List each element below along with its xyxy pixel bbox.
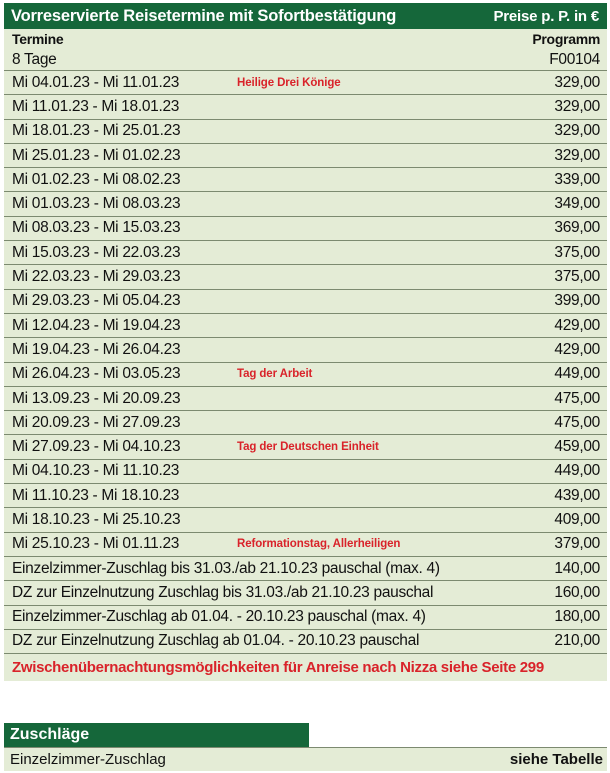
footnote-row <box>4 654 607 681</box>
date-row <box>4 120 607 144</box>
surcharge-row <box>4 606 607 630</box>
row-price: 349,00 <box>554 195 600 213</box>
date-range: Mi 18.10.23 - Mi 25.10.23 <box>12 510 181 528</box>
date-row <box>4 508 607 532</box>
zuschlaege-row <box>4 747 607 771</box>
date-row <box>4 71 607 95</box>
column-programm: Programm <box>532 31 600 47</box>
surcharge-row <box>4 630 607 654</box>
date-range: Mi 01.03.23 - Mi 08.03.23 <box>12 195 181 213</box>
row-price: 409,00 <box>554 510 600 528</box>
date-row <box>4 484 607 508</box>
date-range: Mi 15.03.23 - Mi 22.03.23 <box>12 243 181 261</box>
footnote-text: Zwischenübernachtungsmöglichkeiten für Anreise nach Nizza siehe Seite 299 <box>12 659 544 677</box>
date-row <box>4 144 607 168</box>
row-price: 429,00 <box>554 316 600 334</box>
date-row <box>4 338 607 362</box>
program-code: F00104 <box>549 50 600 68</box>
date-range: Mi 29.03.23 - Mi 05.04.23 <box>12 292 181 310</box>
surcharge-price: 140,00 <box>554 559 600 577</box>
table-title: Vorreservierte Reisetermine mit Sofortbestätigung <box>11 6 397 25</box>
date-row <box>4 95 607 119</box>
date-row <box>4 217 607 241</box>
date-row <box>4 265 607 289</box>
surcharge-label: Einzelzimmer-Zuschlag ab 01.04. - 20.10.23 pauschal (max. 4) <box>12 608 426 626</box>
date-range: Mi 12.04.23 - Mi 19.04.23 <box>12 316 181 334</box>
price-unit-label: Preise p. P. in € <box>493 7 599 25</box>
holiday-note: Heilige Drei Könige <box>237 76 341 89</box>
date-range: Mi 08.03.23 - Mi 15.03.23 <box>12 219 181 237</box>
zuschlaege-title: Zuschläge <box>10 726 90 743</box>
date-row <box>4 241 607 265</box>
row-price: 449,00 <box>554 365 600 383</box>
date-row <box>4 533 607 557</box>
date-row <box>4 460 607 484</box>
row-price: 439,00 <box>554 486 600 504</box>
zuschlaege-label: Einzelzimmer-Zuschlag <box>10 751 166 768</box>
row-price: 339,00 <box>554 170 600 188</box>
date-row <box>4 290 607 314</box>
date-row <box>4 411 607 435</box>
column-termine: Termine <box>12 31 64 47</box>
surcharge-label: Einzelzimmer-Zuschlag bis 31.03./ab 21.10.23 pauschal (max. 4) <box>12 559 440 577</box>
date-range: Mi 20.09.23 - Mi 27.09.23 <box>12 413 181 431</box>
date-range: Mi 26.04.23 - Mi 03.05.23 <box>12 365 181 383</box>
date-row <box>4 168 607 192</box>
zuschlaege-value: siehe Tabelle <box>509 751 603 768</box>
row-price: 399,00 <box>554 292 600 310</box>
date-row <box>4 387 607 411</box>
surcharge-price: 160,00 <box>554 583 600 601</box>
row-price: 375,00 <box>554 268 600 286</box>
date-row <box>4 314 607 338</box>
date-range: Mi 25.10.23 - Mi 01.11.23 <box>12 535 180 553</box>
date-range: Mi 25.01.23 - Mi 01.02.23 <box>12 146 181 164</box>
row-price: 329,00 <box>554 146 600 164</box>
holiday-note: Tag der Deutschen Einheit <box>237 441 379 454</box>
date-range: Mi 11.10.23 - Mi 18.10.23 <box>12 486 180 504</box>
holiday-note: Reformationstag, Allerheiligen <box>237 538 401 551</box>
table-header-bar <box>4 3 607 29</box>
section-gap <box>4 705 607 723</box>
row-price: 475,00 <box>554 413 600 431</box>
date-range: Mi 18.01.23 - Mi 25.01.23 <box>12 122 181 140</box>
row-price: 369,00 <box>554 219 600 237</box>
duration-row <box>4 49 607 71</box>
row-price: 475,00 <box>554 389 600 407</box>
row-price: 459,00 <box>554 438 600 456</box>
date-row <box>4 192 607 216</box>
date-range: Mi 04.01.23 - Mi 11.01.23 <box>12 73 180 91</box>
date-range: Mi 22.03.23 - Mi 29.03.23 <box>12 268 181 286</box>
date-range: Mi 19.04.23 - Mi 26.04.23 <box>12 340 181 358</box>
date-range: Mi 04.10.23 - Mi 11.10.23 <box>12 462 180 480</box>
date-row <box>4 435 607 459</box>
row-price: 429,00 <box>554 340 600 358</box>
row-price: 329,00 <box>554 122 600 140</box>
dates-table <box>4 29 607 681</box>
row-price: 375,00 <box>554 243 600 261</box>
date-range: Mi 11.01.23 - Mi 18.01.23 <box>12 97 180 115</box>
date-range: Mi 13.09.23 - Mi 20.09.23 <box>12 389 181 407</box>
zuschlaege-header <box>4 723 309 747</box>
date-range: Mi 27.09.23 - Mi 04.10.23 <box>12 438 181 456</box>
surcharge-label: DZ zur Einzelnutzung Zuschlag ab 01.04. - 20.10.23 pauschal <box>12 632 420 650</box>
row-price: 329,00 <box>554 73 600 91</box>
column-header-row <box>4 29 607 49</box>
row-price: 449,00 <box>554 462 600 480</box>
row-price: 329,00 <box>554 97 600 115</box>
surcharge-label: DZ zur Einzelnutzung Zuschlag bis 31.03./ab 21.10.23 pauschal <box>12 583 434 601</box>
row-price: 379,00 <box>554 535 600 553</box>
date-range: Mi 01.02.23 - Mi 08.02.23 <box>12 170 181 188</box>
surcharge-row <box>4 581 607 605</box>
date-row <box>4 363 607 387</box>
surcharge-row <box>4 557 607 581</box>
duration-label: 8 Tage <box>12 50 57 68</box>
holiday-note: Tag der Arbeit <box>237 368 313 381</box>
surcharge-price: 210,00 <box>554 632 600 650</box>
surcharge-price: 180,00 <box>554 608 600 626</box>
